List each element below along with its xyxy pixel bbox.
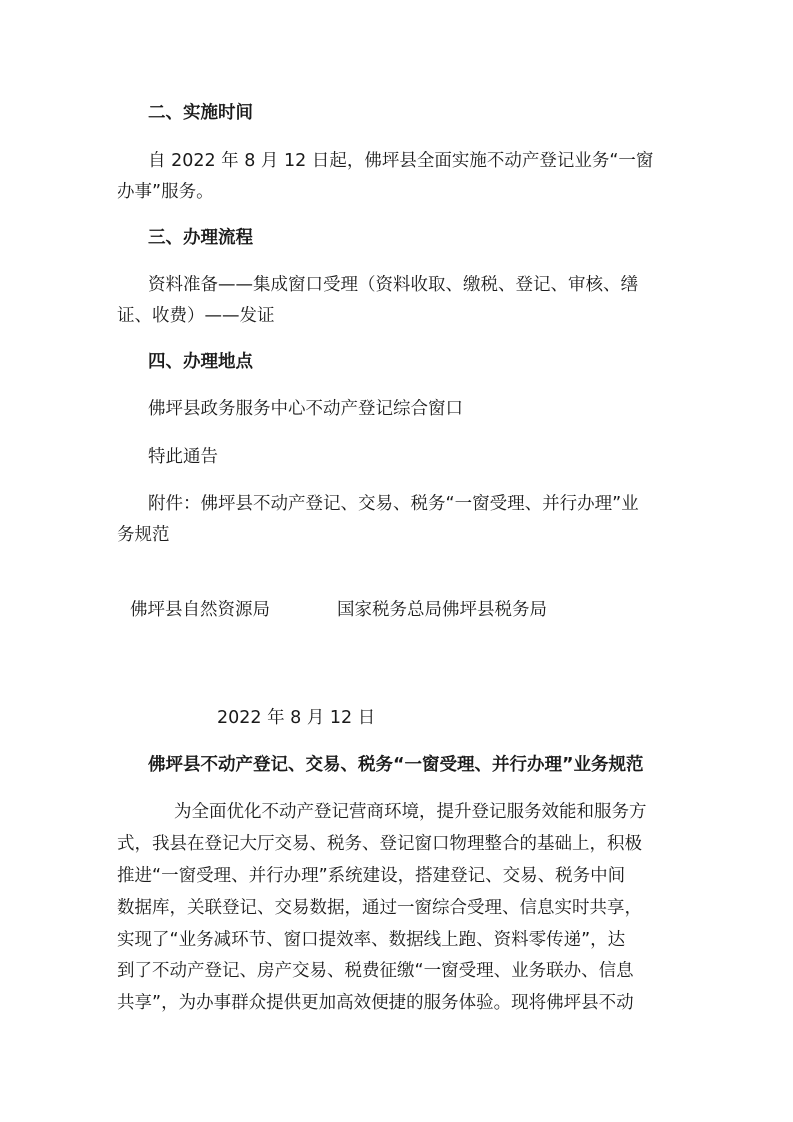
signature-org-natural-resources: 佛坪县自然资源局	[130, 600, 270, 620]
spec-paragraph-line: 式，我县在登记大厅交易、税务、登记窗口物理整合的基础上，积极	[117, 834, 642, 854]
section-body-time-line1: 自 2022 年 8 月 12 日起，佛坪县全面实施不动产登记业务“一窗	[148, 151, 654, 171]
signature-org-tax-bureau: 国家税务总局佛坪县税务局	[337, 600, 547, 620]
section-heading-location: 四、办理地点	[148, 352, 253, 372]
signature-date: 2022 年 8 月 12 日	[217, 708, 376, 728]
attachment-line1: 附件：佛坪县不动产登记、交易、税务“一窗受理、并行办理”业	[148, 494, 639, 514]
section-body-location: 佛坪县政务服务中心不动产登记综合窗口	[148, 399, 463, 419]
notice-text: 特此通告	[148, 447, 218, 467]
spec-paragraph-line: 共享”，为办事群众提供更加高效便捷的服务体验。现将佛坪县不动	[117, 993, 634, 1013]
section-body-process-line2: 证、收费）——发证	[117, 306, 275, 326]
spec-paragraph-line: 到了不动产登记、房产交易、税费征缴“一窗受理、业务联办、信息	[117, 961, 634, 981]
spec-paragraph-line: 推进“一窗受理、并行办理”系统建设，搭建登记、交易、税务中间	[117, 866, 626, 886]
section-body-process-line1: 资料准备——集成窗口受理（资料收取、缴税、登记、审核、缮	[148, 275, 638, 295]
attachment-line2: 务规范	[117, 525, 170, 545]
spec-paragraph-line: 实现了“业务减环节、窗口提效率、数据线上跑、资料零传递”，达	[117, 930, 626, 950]
spec-paragraph-line: 为全面优化不动产登记营商环境，提升登记服务效能和服务方	[174, 802, 647, 822]
spec-title: 佛坪县不动产登记、交易、税务“一窗受理、并行办理”业务规范	[148, 755, 644, 775]
section-body-time-line2: 办事”服务。	[117, 182, 214, 202]
section-heading-process: 三、办理流程	[148, 228, 253, 248]
spec-paragraph-line: 数据库，关联登记、交易数据，通过一窗综合受理、信息实时共享，	[117, 898, 642, 918]
section-heading-time: 二、实施时间	[148, 103, 253, 123]
